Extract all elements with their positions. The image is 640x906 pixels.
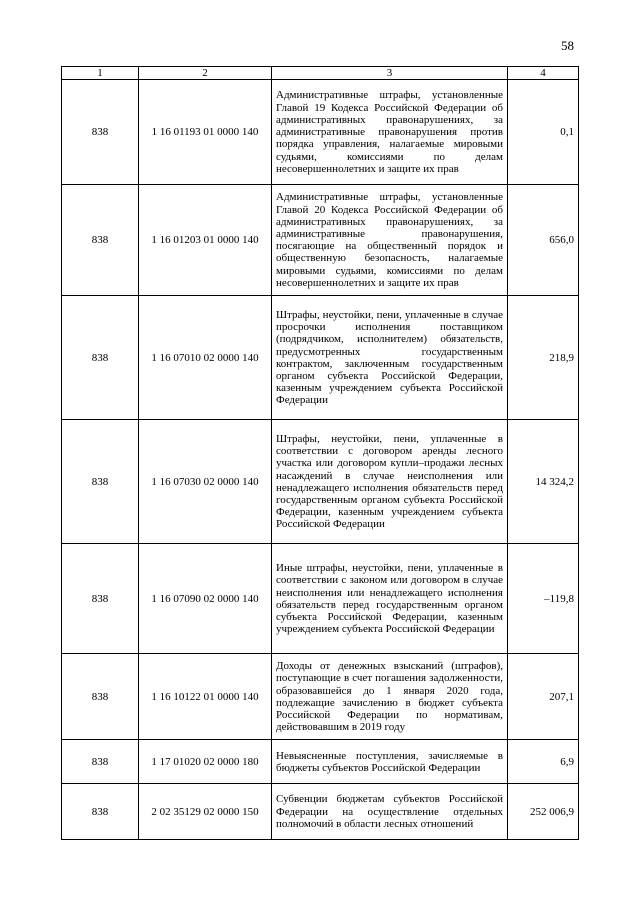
amount-cell: –119,8 xyxy=(508,544,579,654)
revenue-name-cell: Доходы от денежных взысканий (штрафов), поступающие в счет погашения задолженности, образовавшейся до 1 января 2020 года, подлежащие зачислению в бюджет субъекта Российской Федерации по нормативам, действовавшим в 2019 году xyxy=(272,654,508,740)
table-row xyxy=(62,296,579,420)
amount-cell: 14 324,2 xyxy=(508,420,579,544)
revenue-code-cell: 1 16 07090 02 0000 140 xyxy=(139,544,272,654)
amount-cell: 656,0 xyxy=(508,185,579,296)
table-row xyxy=(62,80,579,185)
admin-code-cell: 838 xyxy=(62,420,139,544)
table-row xyxy=(62,654,579,740)
table-row xyxy=(62,740,579,784)
revenue-code-cell: 1 16 01193 01 0000 140 xyxy=(139,80,272,185)
admin-code-cell: 838 xyxy=(62,185,139,296)
admin-code-cell: 838 xyxy=(62,654,139,740)
revenue-name-cell: Субвенции бюджетам субъектов Российской Федерации на осуществление отдельных полномочий в области лесных отношений xyxy=(272,784,508,840)
table-row xyxy=(62,544,579,654)
revenue-code-cell: 2 02 35129 02 0000 150 xyxy=(139,784,272,840)
amount-cell: 252 006,9 xyxy=(508,784,579,840)
revenue-name-cell: Административные штрафы, установленные Главой 20 Кодекса Российской Федерации об административных правонарушениях, за административные правонарушения, посягающие на общественный порядок и общественную безопасность, налагаемые мировыми судьями, комиссиями по делам несовершеннолетних и защите их прав xyxy=(272,185,508,296)
admin-code-cell: 838 xyxy=(62,544,139,654)
revenue-name-cell: Административные штрафы, установленные Главой 19 Кодекса Российской Федерации об административных правонарушениях, за административные правонарушения против порядка управления, налагаемые мировыми судьями, комиссиями по делам несовершеннолетних и защите их прав xyxy=(272,80,508,185)
amount-cell: 207,1 xyxy=(508,654,579,740)
column-header-2: 2 xyxy=(139,67,272,80)
admin-code-cell: 838 xyxy=(62,296,139,420)
column-header-3: 3 xyxy=(272,67,508,80)
column-header-1: 1 xyxy=(62,67,139,80)
admin-code-cell: 838 xyxy=(62,740,139,784)
table-row xyxy=(62,784,579,840)
revenue-name-cell: Иные штрафы, неустойки, пени, уплаченные в соответствии с законом или договором в случае неисполнения или ненадлежащего исполнения обязательств перед государственным органом субъекта Российской Федерации, казенным учреждением субъекта Российской Федерации xyxy=(272,544,508,654)
revenue-code-cell: 1 16 07030 02 0000 140 xyxy=(139,420,272,544)
page-number: 58 xyxy=(561,38,574,53)
revenue-name-cell: Штрафы, неустойки, пени, уплаченные в соответствии с договором аренды лесного участка или договором купли–продажи лесных насаждений в случае неисполнения или ненадлежащего исполнения обязательств перед государственным органом субъекта Российской Федерации, казенным учреждением субъекта Российской Федерации xyxy=(272,420,508,544)
column-header-4: 4 xyxy=(508,67,579,80)
revenue-table xyxy=(61,66,579,840)
table-row xyxy=(62,420,579,544)
amount-cell: 6,9 xyxy=(508,740,579,784)
revenue-code-cell: 1 17 01020 02 0000 180 xyxy=(139,740,272,784)
revenue-name-cell: Штрафы, неустойки, пени, уплаченные в случае просрочки исполнения поставщиком (подрядчиком, исполнителем) обязательств, предусмотренных государственным контрактом, заключенным государственным органом субъекта Российской Федерации, казенным учреждением субъекта Российской Федерации xyxy=(272,296,508,420)
amount-cell: 0,1 xyxy=(508,80,579,185)
admin-code-cell: 838 xyxy=(62,80,139,185)
amount-cell: 218,9 xyxy=(508,296,579,420)
table-header-row xyxy=(62,67,579,80)
revenue-code-cell: 1 16 07010 02 0000 140 xyxy=(139,296,272,420)
revenue-name-cell: Невыясненные поступления, зачисляемые в бюджеты субъектов Российской Федерации xyxy=(272,740,508,784)
revenue-code-cell: 1 16 10122 01 0000 140 xyxy=(139,654,272,740)
table-row xyxy=(62,185,579,296)
admin-code-cell: 838 xyxy=(62,784,139,840)
revenue-code-cell: 1 16 01203 01 0000 140 xyxy=(139,185,272,296)
